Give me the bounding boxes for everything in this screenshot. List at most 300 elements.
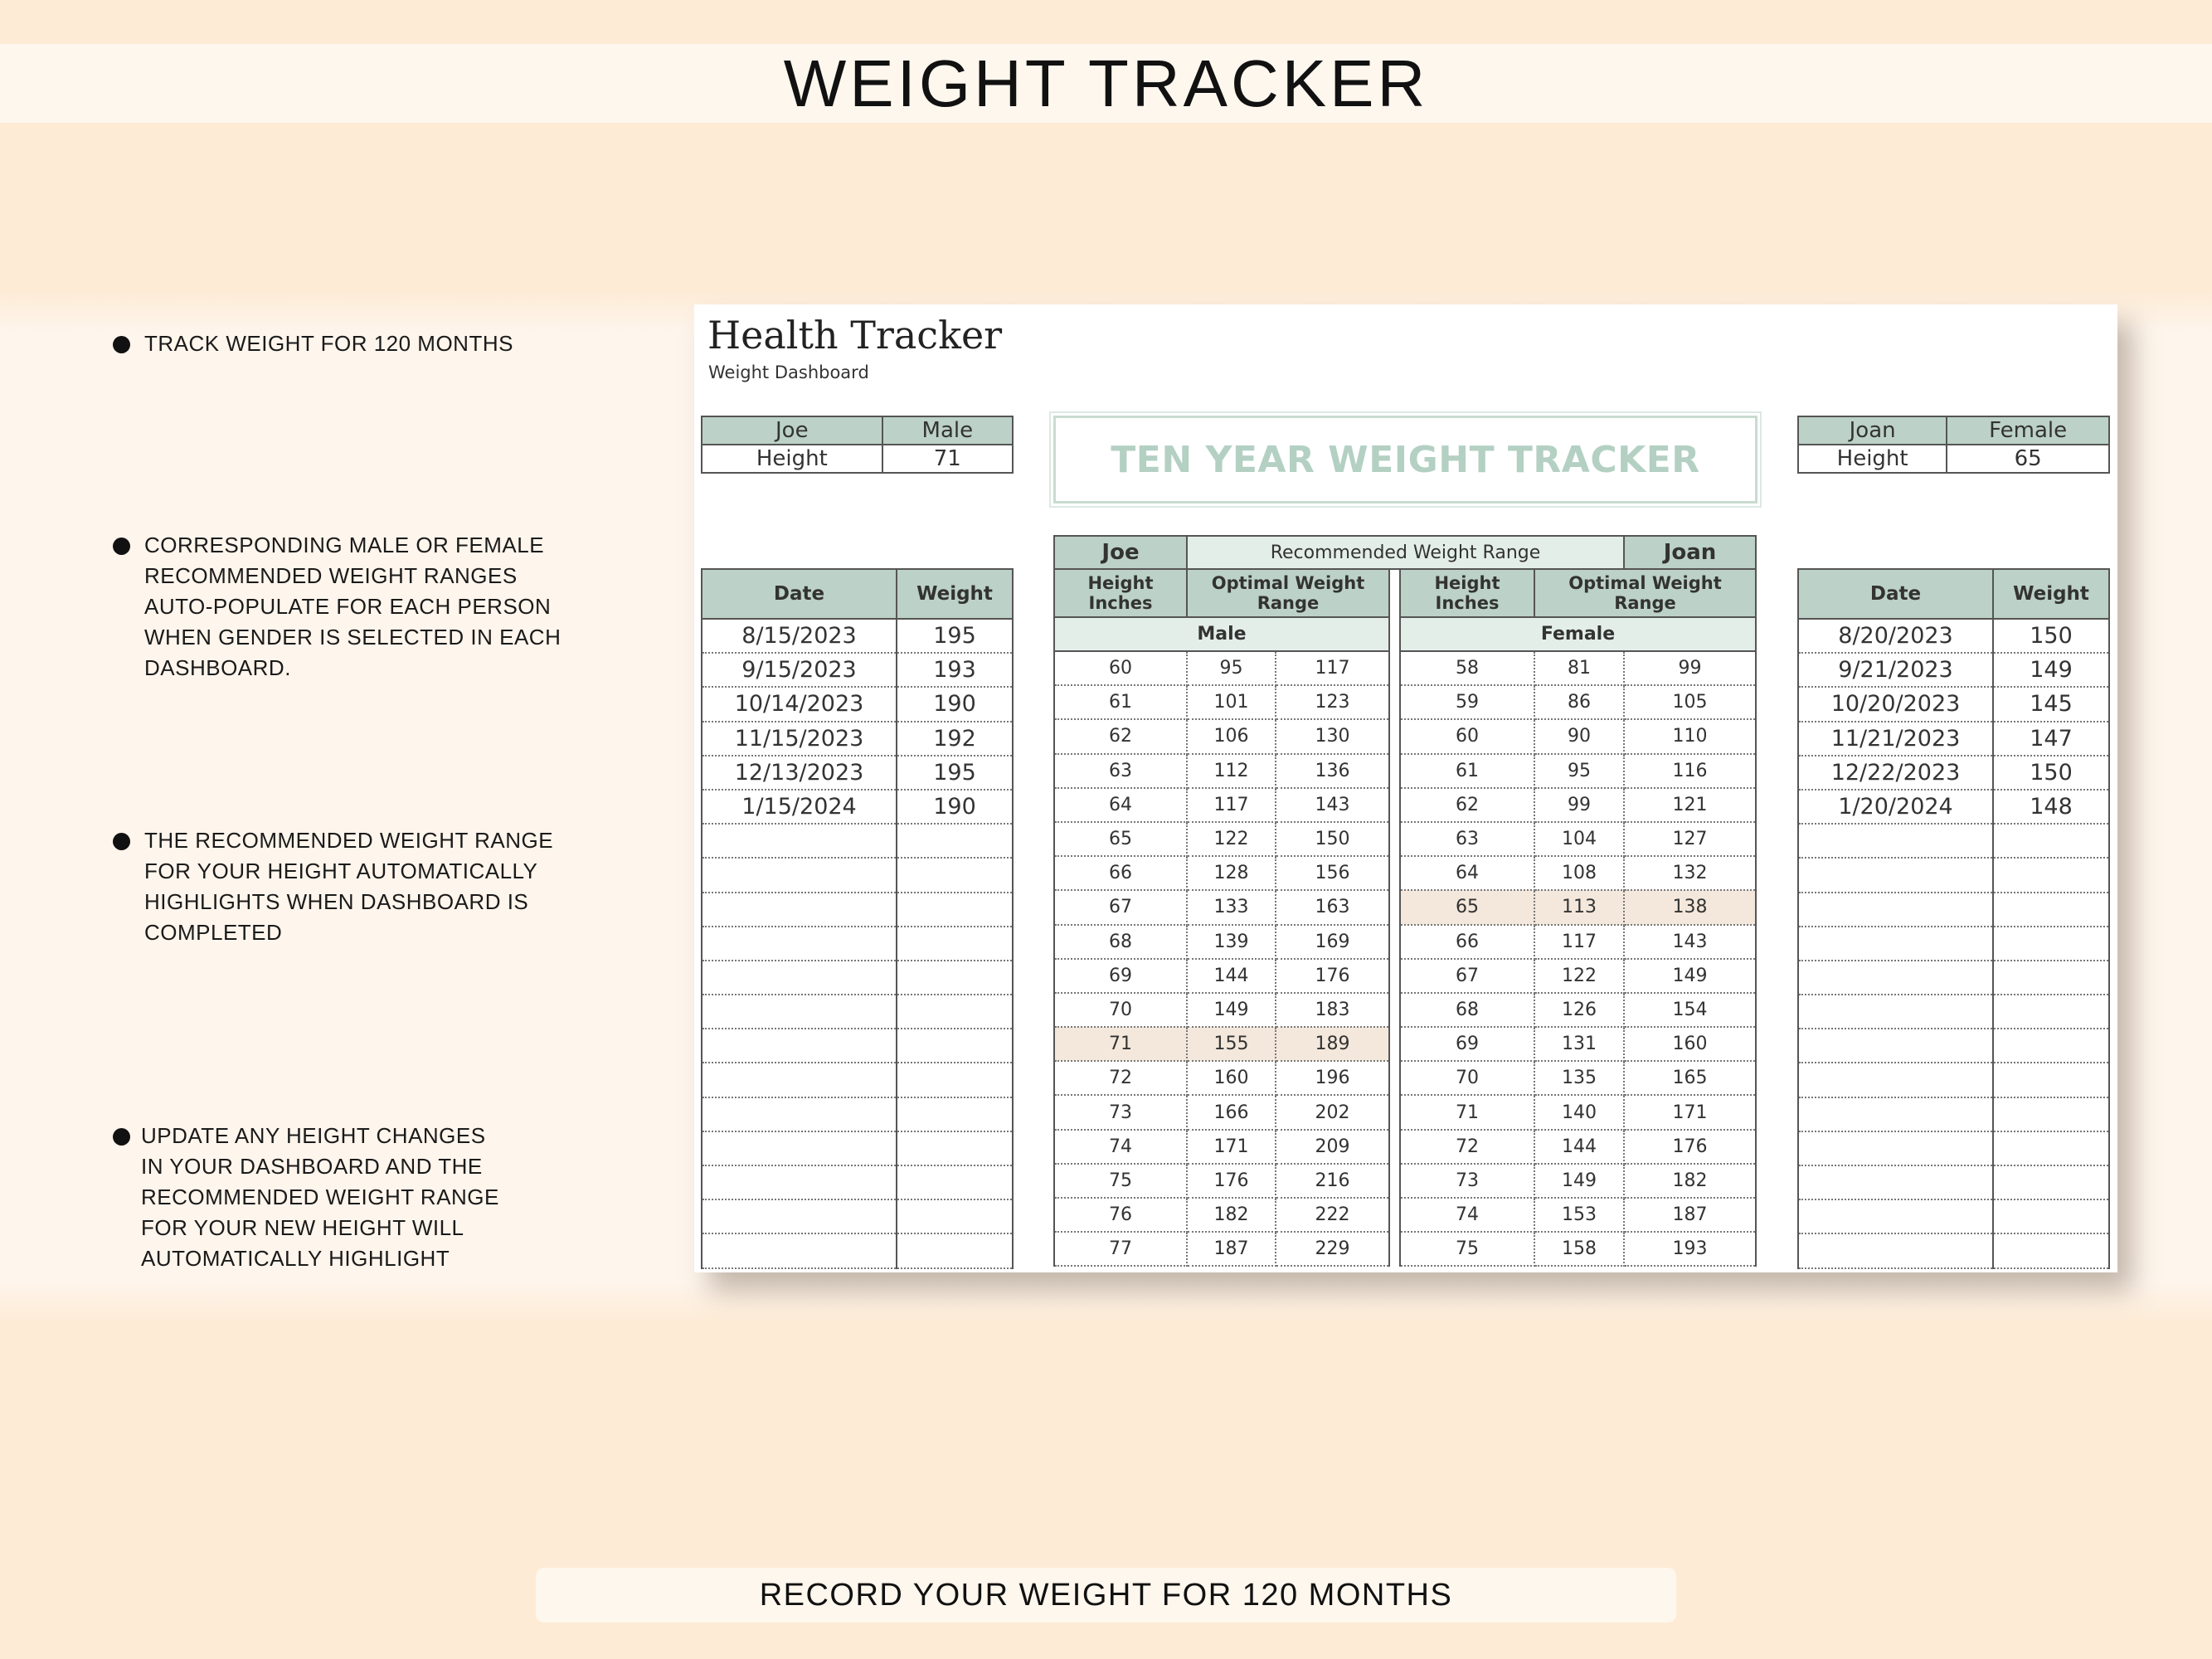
weight-cell[interactable] [1993,961,2109,995]
female-min-weight-cell: 131 [1534,1027,1624,1061]
log-row [1798,927,2109,961]
male-min-weight-cell: 139 [1187,925,1276,959]
female-min-weight-cell: 104 [1534,822,1624,856]
date-cell[interactable] [702,1233,897,1267]
male-max-weight-cell: 229 [1276,1232,1389,1266]
date-cell[interactable] [702,961,897,995]
male-max-weight-cell: 202 [1276,1095,1389,1129]
weight-cell[interactable] [1993,824,2109,858]
female-height-cell: 71 [1400,1095,1534,1129]
male-height-cell: 65 [1054,822,1187,856]
log-row [702,1233,1013,1267]
female-min-weight-cell: 144 [1534,1130,1624,1164]
male-height-cell: 63 [1054,754,1187,788]
female-max-weight-cell: 187 [1624,1198,1756,1232]
date-cell[interactable] [702,1063,897,1097]
female-max-weight-cell: 149 [1624,959,1756,993]
female-min-weight-cell: 113 [1534,890,1624,924]
log-row [702,756,1013,790]
male-height-cell: 64 [1054,788,1187,822]
male-height-cell: 77 [1054,1232,1187,1266]
gender-select-cell[interactable]: Male [882,416,1013,445]
weight-cell[interactable]: 145 [1993,687,2109,721]
weight-cell[interactable]: 195 [897,619,1013,653]
log-row [1798,824,2109,858]
optimal-range-header: Optimal Weight Range [1187,569,1389,617]
weight-cell[interactable] [897,1063,1013,1097]
person-name-cell[interactable]: Joe [702,416,882,445]
male-section-header: Male [1054,617,1389,651]
page-title: WEIGHT TRACKER [783,46,1429,120]
date-cell[interactable] [1798,1063,1993,1097]
female-max-weight-cell: 193 [1624,1232,1756,1266]
female-max-weight-cell: 171 [1624,1095,1756,1129]
male-min-weight-cell: 155 [1187,1027,1276,1061]
female-height-cell: 66 [1400,925,1534,959]
sheet-subtitle: Weight Dashboard [708,362,869,382]
ref-row [1054,1061,1756,1095]
female-min-weight-cell: 126 [1534,993,1624,1027]
weight-cell[interactable] [897,995,1013,1029]
weight-cell[interactable] [1993,1199,2109,1233]
date-cell[interactable] [1798,1029,1993,1063]
date-cell[interactable] [702,893,897,927]
male-height-cell: 66 [1054,856,1187,890]
female-height-cell: 62 [1400,788,1534,822]
log-row [702,1029,1013,1063]
date-cell[interactable] [702,1165,897,1199]
female-max-weight-cell: 160 [1624,1027,1756,1061]
date-cell[interactable]: 8/15/2023 [702,619,897,653]
log-row [702,824,1013,858]
weight-cell[interactable] [897,1233,1013,1267]
male-min-weight-cell: 176 [1187,1164,1276,1198]
female-height-cell: 73 [1400,1164,1534,1198]
column-gap [1389,1095,1400,1129]
male-height-cell: 60 [1054,651,1187,685]
female-max-weight-cell: 127 [1624,822,1756,856]
log-row [702,1165,1013,1199]
ref-row [1054,1095,1756,1129]
female-height-cell: 64 [1400,856,1534,890]
female-min-weight-cell: 86 [1534,685,1624,719]
male-max-weight-cell: 143 [1276,788,1389,822]
date-cell[interactable]: 1/15/2024 [702,790,897,824]
ref-row [1054,651,1756,685]
male-min-weight-cell: 112 [1187,754,1276,788]
bullet-text: CORRESPONDING MALE OR FEMALE RECOMMENDED WEIGHT RANGES AUTO-POPULATE FOR EACH PERSON WHEN GENDER IS SELECTED IN EACH DASHBOARD. [144,533,562,680]
female-min-weight-cell: 95 [1534,754,1624,788]
log-row [702,995,1013,1029]
weight-cell[interactable] [1993,1029,2109,1063]
log-row [702,1199,1013,1233]
female-max-weight-cell: 116 [1624,754,1756,788]
log-row [1798,1233,2109,1267]
date-cell[interactable] [1798,1199,1993,1233]
female-max-weight-cell: 182 [1624,1164,1756,1198]
female-max-weight-cell: 143 [1624,925,1756,959]
male-min-weight-cell: 95 [1187,651,1276,685]
column-gap [1389,1198,1400,1232]
log-row [702,653,1013,687]
male-max-weight-cell: 163 [1276,890,1389,924]
profile-joe [701,416,1014,474]
male-height-cell: 61 [1054,685,1187,719]
weight-cell[interactable] [897,1097,1013,1131]
date-cell[interactable] [702,1131,897,1165]
female-height-cell: 75 [1400,1232,1534,1266]
log-row [1798,1165,2109,1199]
log-row [1798,722,2109,756]
date-cell[interactable] [1798,893,1993,927]
ref-row [1054,1232,1756,1266]
date-cell[interactable] [702,1097,897,1131]
ten-year-banner: TEN YEAR WEIGHT TRACKER [1053,416,1757,504]
column-gap [1389,822,1400,856]
ref-row [1054,856,1756,890]
column-gap [1389,1061,1400,1095]
weight-cell[interactable] [897,858,1013,892]
male-max-weight-cell: 136 [1276,754,1389,788]
male-min-weight-cell: 106 [1187,719,1276,753]
weight-cell[interactable] [897,927,1013,961]
column-gap [1389,856,1400,890]
ref-row [1054,719,1756,753]
date-cell[interactable]: 1/20/2024 [1798,790,1993,824]
male-height-cell: 71 [1054,1027,1187,1061]
log-row [1798,858,2109,892]
log-row [702,1063,1013,1097]
weight-cell[interactable] [1993,858,2109,892]
gender-select-cell[interactable]: Female [1947,416,2109,445]
male-min-weight-cell: 149 [1187,993,1276,1027]
male-max-weight-cell: 169 [1276,925,1389,959]
bullet-text: UPDATE ANY HEIGHT CHANGES IN YOUR DASHBOARD AND THE RECOMMENDED WEIGHT RANGE FOR YOUR NEW HEIGHT WILL AUTOMATICALLY HIGHLIGHT [141,1123,499,1271]
female-min-weight-cell: 158 [1534,1232,1624,1266]
bullet-dot-icon [113,336,130,353]
date-cell[interactable]: 11/15/2023 [702,722,897,756]
date-column-header: Date [1798,569,1993,619]
male-min-weight-cell: 160 [1187,1061,1276,1095]
weight-cell[interactable] [1993,995,2109,1029]
female-min-weight-cell: 149 [1534,1164,1624,1198]
bullet-dot-icon [113,538,130,555]
column-gap [1389,1027,1400,1061]
column-gap [1389,788,1400,822]
height-value-cell[interactable]: 71 [882,445,1013,473]
log-row [1798,653,2109,687]
male-height-cell: 74 [1054,1130,1187,1164]
female-max-weight-cell: 99 [1624,651,1756,685]
female-min-weight-cell: 99 [1534,788,1624,822]
male-height-cell: 75 [1054,1164,1187,1198]
ref-row [1054,959,1756,993]
weight-cell[interactable]: 147 [1993,722,2109,756]
date-cell[interactable] [702,927,897,961]
date-cell[interactable]: 10/20/2023 [1798,687,1993,721]
log-row [1798,687,2109,721]
date-cell[interactable] [1798,995,1993,1029]
log-row [702,927,1013,961]
height-label-cell: Height [702,445,882,473]
weight-cell[interactable] [897,1165,1013,1199]
date-column-header: Date [702,569,897,619]
female-min-weight-cell: 122 [1534,959,1624,993]
male-max-weight-cell: 176 [1276,959,1389,993]
male-max-weight-cell: 189 [1276,1027,1389,1061]
female-max-weight-cell: 105 [1624,685,1756,719]
log-row [1798,1097,2109,1131]
weight-cell[interactable] [1993,927,2109,961]
female-max-weight-cell: 132 [1624,856,1756,890]
male-min-weight-cell: 133 [1187,890,1276,924]
column-gap [1389,959,1400,993]
log-row [702,687,1013,721]
recommended-weight-table [1053,535,1757,1267]
footer-caption: RECORD YOUR WEIGHT FOR 120 MONTHS [536,1568,1676,1623]
column-gap [1389,1232,1400,1266]
weight-cell[interactable] [1993,1131,2109,1165]
female-height-cell: 65 [1400,890,1534,924]
male-height-cell: 76 [1054,1198,1187,1232]
log-row [702,619,1013,653]
female-min-weight-cell: 117 [1534,925,1624,959]
date-cell[interactable]: 9/15/2023 [702,653,897,687]
log-row [702,1097,1013,1131]
height-label-cell: Height [1798,445,1947,473]
weight-cell[interactable] [897,893,1013,927]
male-height-cell: 73 [1054,1095,1187,1129]
column-gap [1389,651,1400,685]
optimal-range-header: Optimal Weight Range [1534,569,1756,617]
column-gap [1389,719,1400,753]
male-height-cell: 62 [1054,719,1187,753]
bullet-dot-icon [113,1128,130,1146]
weight-cell[interactable] [897,1029,1013,1063]
log-row [1798,893,2109,927]
weight-cell[interactable]: 190 [897,790,1013,824]
ref-row [1054,925,1756,959]
female-height-cell: 72 [1400,1130,1534,1164]
log-row [702,790,1013,824]
weight-cell[interactable]: 195 [897,756,1013,790]
weight-cell[interactable]: 190 [897,687,1013,721]
feature-bullet-1 [113,328,610,359]
male-max-weight-cell: 183 [1276,993,1389,1027]
male-min-weight-cell: 128 [1187,856,1276,890]
weight-cell[interactable] [897,1199,1013,1233]
female-height-cell: 59 [1400,685,1534,719]
date-cell[interactable] [702,995,897,1029]
feature-bullet-3 [113,825,610,948]
female-height-cell: 74 [1400,1198,1534,1232]
log-row [1798,790,2109,824]
ref-row [1054,1130,1756,1164]
log-row [1798,756,2109,790]
log-row [702,858,1013,892]
female-height-cell: 69 [1400,1027,1534,1061]
bullet-dot-icon [113,833,130,850]
feature-bullet-2 [113,530,610,684]
female-min-weight-cell: 135 [1534,1061,1624,1095]
date-cell[interactable]: 12/22/2023 [1798,756,1993,790]
date-cell[interactable] [1798,1097,1993,1131]
ref-row [1054,1027,1756,1061]
date-cell[interactable]: 10/14/2023 [702,687,897,721]
weight-cell[interactable] [1993,1165,2109,1199]
ref-name-left: Joe [1054,536,1187,569]
bullet-text: THE RECOMMENDED WEIGHT RANGE FOR YOUR HEIGHT AUTOMATICALLY HIGHLIGHTS WHEN DASHBOARD IS COMPLETED [144,828,554,945]
female-height-cell: 63 [1400,822,1534,856]
male-height-cell: 69 [1054,959,1187,993]
log-row [1798,1063,2109,1097]
column-gap [1389,993,1400,1027]
male-max-weight-cell: 196 [1276,1061,1389,1095]
weight-cell[interactable]: 150 [1993,756,2109,790]
column-gap [1389,925,1400,959]
weight-cell[interactable]: 149 [1993,653,2109,687]
female-height-cell: 60 [1400,719,1534,753]
male-max-weight-cell: 216 [1276,1164,1389,1198]
log-row [1798,1199,2109,1233]
male-max-weight-cell: 117 [1276,651,1389,685]
date-cell[interactable]: 12/13/2023 [702,756,897,790]
ref-row [1054,890,1756,924]
column-gap [1389,1164,1400,1198]
female-min-weight-cell: 90 [1534,719,1624,753]
height-value-cell[interactable]: 65 [1947,445,2109,473]
column-gap [1389,1130,1400,1164]
female-height-cell: 67 [1400,959,1534,993]
weight-cell[interactable]: 150 [1993,619,2109,653]
log-row [1798,1029,2109,1063]
log-row [702,1131,1013,1165]
female-max-weight-cell: 110 [1624,719,1756,753]
ref-range-title: Recommended Weight Range [1187,536,1624,569]
weight-column-header: Weight [897,569,1013,619]
column-gap [1389,569,1400,617]
male-min-weight-cell: 101 [1187,685,1276,719]
female-height-cell: 58 [1400,651,1534,685]
female-min-weight-cell: 108 [1534,856,1624,890]
ref-row [1054,822,1756,856]
title-band [0,44,2212,123]
male-max-weight-cell: 130 [1276,719,1389,753]
female-height-cell: 70 [1400,1061,1534,1095]
male-height-cell: 67 [1054,890,1187,924]
ref-row [1054,788,1756,822]
male-max-weight-cell: 222 [1276,1198,1389,1232]
log-row [1798,619,2109,653]
weight-cell[interactable]: 193 [897,653,1013,687]
female-max-weight-cell: 138 [1624,890,1756,924]
male-height-cell: 72 [1054,1061,1187,1095]
date-cell[interactable]: 11/21/2023 [1798,722,1993,756]
date-cell[interactable] [1798,1131,1993,1165]
date-cell[interactable] [702,858,897,892]
female-min-weight-cell: 140 [1534,1095,1624,1129]
male-height-cell: 68 [1054,925,1187,959]
weight-cell[interactable] [1993,1233,2109,1267]
bullet-text: TRACK WEIGHT FOR 120 MONTHS [144,331,513,356]
male-max-weight-cell: 150 [1276,822,1389,856]
ref-row [1054,1164,1756,1198]
date-cell[interactable]: 9/21/2023 [1798,653,1993,687]
male-min-weight-cell: 182 [1187,1198,1276,1232]
log-row [1798,961,2109,995]
ref-name-right: Joan [1624,536,1756,569]
feature-bullet-4 [113,1121,610,1274]
female-max-weight-cell: 121 [1624,788,1756,822]
date-cell[interactable] [1798,1233,1993,1267]
male-min-weight-cell: 144 [1187,959,1276,993]
male-min-weight-cell: 171 [1187,1130,1276,1164]
log-row [1798,995,2109,1029]
column-gap [1389,685,1400,719]
date-cell[interactable]: 8/20/2023 [1798,619,1993,653]
height-inches-header: Height Inches [1054,569,1187,617]
date-cell[interactable] [1798,858,1993,892]
date-cell[interactable] [1798,824,1993,858]
date-cell[interactable] [1798,927,1993,961]
weight-cell[interactable] [1993,893,2109,927]
male-min-weight-cell: 166 [1187,1095,1276,1129]
weight-log-joan [1797,568,2110,1269]
male-max-weight-cell: 209 [1276,1130,1389,1164]
female-max-weight-cell: 165 [1624,1061,1756,1095]
weight-cell[interactable] [897,961,1013,995]
person-name-cell[interactable]: Joan [1798,416,1947,445]
date-cell[interactable] [1798,1165,1993,1199]
male-min-weight-cell: 122 [1187,822,1276,856]
date-cell[interactable] [1798,961,1993,995]
female-max-weight-cell: 154 [1624,993,1756,1027]
weight-cell[interactable]: 192 [897,722,1013,756]
weight-cell[interactable] [897,824,1013,858]
ref-row [1054,754,1756,788]
log-row [1798,1131,2109,1165]
height-inches-header: Height Inches [1400,569,1534,617]
weight-cell[interactable] [1993,1097,2109,1131]
male-min-weight-cell: 117 [1187,788,1276,822]
male-max-weight-cell: 156 [1276,856,1389,890]
log-row [702,722,1013,756]
female-min-weight-cell: 153 [1534,1198,1624,1232]
male-min-weight-cell: 187 [1187,1232,1276,1266]
column-gap [1389,754,1400,788]
spreadsheet-screenshot [694,304,2117,1272]
female-max-weight-cell: 176 [1624,1130,1756,1164]
ref-row [1054,993,1756,1027]
female-height-cell: 68 [1400,993,1534,1027]
date-cell[interactable] [702,1199,897,1233]
male-height-cell: 70 [1054,993,1187,1027]
ref-row [1054,685,1756,719]
date-cell[interactable] [702,824,897,858]
weight-column-header: Weight [1993,569,2109,619]
date-cell[interactable] [702,1029,897,1063]
profile-joan [1797,416,2110,474]
weight-cell[interactable] [1993,1063,2109,1097]
ref-row [1054,1198,1756,1232]
weight-log-joe [701,568,1014,1269]
weight-cell[interactable] [897,1131,1013,1165]
sheet-title: Health Tracker [707,313,1003,358]
column-gap [1389,617,1400,651]
female-min-weight-cell: 81 [1534,651,1624,685]
male-max-weight-cell: 123 [1276,685,1389,719]
weight-cell[interactable]: 148 [1993,790,2109,824]
